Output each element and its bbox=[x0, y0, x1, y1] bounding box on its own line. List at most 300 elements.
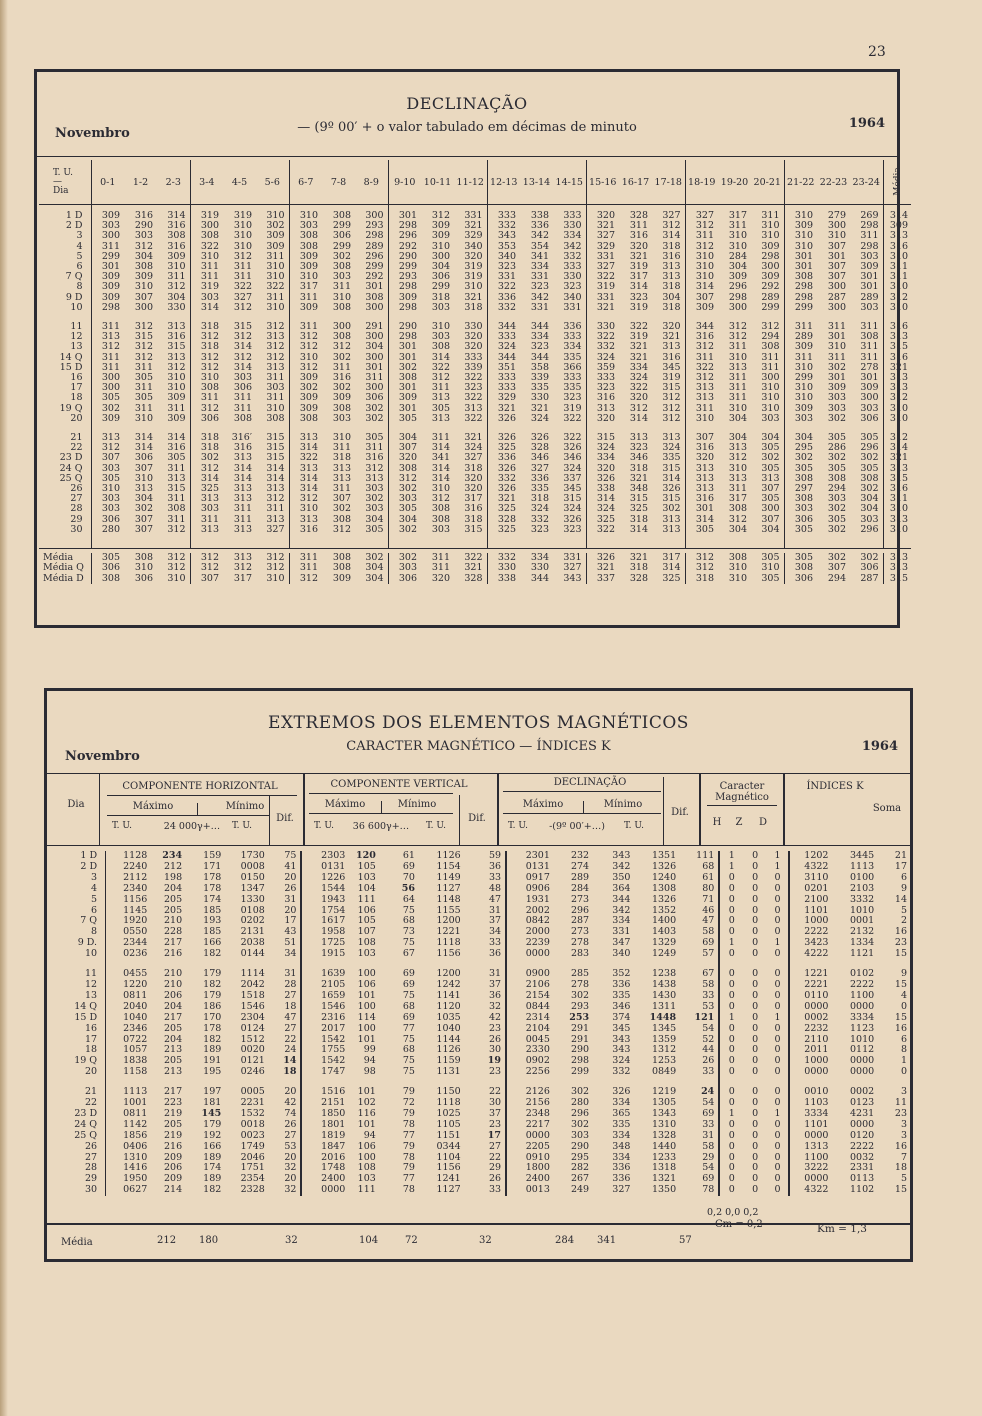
v-min: 79 bbox=[402, 1086, 415, 1098]
declination-value: 309 bbox=[299, 301, 318, 313]
declination-value: 314 bbox=[233, 341, 252, 353]
declination-value: 309 bbox=[299, 402, 318, 414]
d-min-tu: 1310 bbox=[651, 1118, 677, 1130]
declination-value: 312 bbox=[889, 392, 908, 404]
declination-value: 311 bbox=[794, 321, 813, 333]
declination-value: 307 bbox=[695, 291, 714, 303]
k-2: 2103 bbox=[849, 882, 875, 894]
d-max-tu: 2000 bbox=[525, 926, 550, 938]
declination-value: 334 bbox=[553, 231, 586, 241]
declination-value: 314 bbox=[695, 513, 714, 525]
v-min-tu: 1200 bbox=[436, 915, 461, 927]
declination-value: 300 bbox=[728, 301, 747, 313]
declination-value: 328 bbox=[497, 513, 516, 525]
declination-value: 298 bbox=[398, 281, 417, 293]
v-max-tu: 1617 bbox=[321, 915, 346, 927]
declination-value: 313 bbox=[355, 474, 388, 484]
declination-value: 320 bbox=[398, 452, 417, 464]
declination-value: 319 bbox=[629, 331, 648, 343]
h-max-tu: 0811 bbox=[123, 1107, 148, 1119]
d-max: 291 bbox=[570, 1033, 590, 1045]
d-min: 342 bbox=[612, 860, 631, 872]
k-soma: 5 bbox=[900, 1173, 907, 1185]
char-h: 0 bbox=[728, 1129, 735, 1141]
head-tu-dia bbox=[39, 160, 91, 205]
declination-value: 294 bbox=[751, 332, 784, 342]
declination-value: 311 bbox=[256, 293, 289, 303]
char-d: 1 bbox=[767, 1109, 789, 1120]
declination-value: 303 bbox=[101, 220, 120, 232]
declination-value: 301 bbox=[827, 250, 846, 262]
h-dif: 18 bbox=[269, 1067, 302, 1078]
declination-value: 316 bbox=[652, 353, 685, 363]
day: 14 Q bbox=[49, 1002, 106, 1013]
declination-value: 309 bbox=[398, 291, 417, 303]
declination-value: 311 bbox=[233, 513, 252, 525]
h-max-tu: 2344 bbox=[123, 937, 148, 949]
declination-value: 311 bbox=[233, 402, 252, 414]
declination-value: 308 bbox=[233, 412, 252, 424]
declination-value: 296 bbox=[850, 443, 883, 453]
declination-value: 323 bbox=[629, 442, 648, 454]
d-min: 334 bbox=[612, 1097, 631, 1109]
h-min-tu: 2046 bbox=[240, 1151, 265, 1163]
declination-value: 307 bbox=[751, 515, 784, 525]
d-min: 324 bbox=[612, 1055, 631, 1067]
v-max-tu: 1725 bbox=[321, 937, 346, 949]
declination-value: 303 bbox=[850, 515, 883, 525]
declination-value: 313 bbox=[889, 372, 908, 384]
declination-value: 366 bbox=[553, 363, 586, 373]
declination-value: 311 bbox=[134, 382, 153, 394]
declination-value: 304 bbox=[794, 432, 813, 444]
char-d: 0 bbox=[767, 1024, 789, 1035]
declination-value: 303 bbox=[794, 412, 813, 424]
h-max-tu: 1145 bbox=[123, 904, 148, 916]
declination-value: 307 bbox=[200, 572, 219, 584]
h-max: 228 bbox=[163, 926, 183, 938]
declination-value: 308 bbox=[332, 210, 351, 221]
declination-value: 309 bbox=[157, 393, 190, 403]
declination-value: 302 bbox=[332, 382, 351, 394]
declination-value: 310 bbox=[751, 221, 784, 231]
k-1: 2221 bbox=[804, 978, 829, 990]
declination-value: 338 bbox=[596, 483, 615, 495]
declination-value: 315 bbox=[233, 321, 252, 333]
declination-value: 329 bbox=[497, 392, 516, 404]
declination-value: 313 bbox=[454, 404, 487, 414]
declination-value: 315 bbox=[157, 342, 190, 352]
char-d: 1 bbox=[767, 938, 789, 949]
v-dif: 22 bbox=[465, 1153, 506, 1164]
char-z: 0 bbox=[752, 1086, 759, 1098]
char-d: 0 bbox=[767, 1163, 789, 1174]
v-min-tu: 1242 bbox=[436, 978, 461, 990]
day-label: Média D bbox=[39, 574, 91, 584]
char-h: 0 bbox=[728, 1022, 735, 1034]
v-max-tu: 0000 bbox=[321, 1184, 346, 1196]
declination-value: 326 bbox=[596, 472, 615, 484]
hour-header: 9-10 bbox=[388, 160, 421, 205]
v-min-tu: 1025 bbox=[436, 1107, 461, 1119]
k-soma: 3 bbox=[900, 1086, 907, 1098]
char-z: 0 bbox=[752, 1129, 759, 1141]
declination-hourly-table bbox=[39, 160, 911, 584]
d-min: 374 bbox=[612, 1011, 631, 1023]
char-d: 0 bbox=[767, 906, 789, 917]
declination-value: 314 bbox=[157, 211, 190, 221]
d-max: 287 bbox=[570, 915, 590, 927]
v-max-tu: 1639 bbox=[321, 968, 346, 980]
mean-row bbox=[39, 574, 911, 584]
declination-value: 314 bbox=[256, 474, 289, 484]
declination-value: 323 bbox=[530, 281, 549, 293]
declination-value: 333 bbox=[553, 262, 586, 272]
declination-value: 330 bbox=[553, 272, 586, 282]
head-col-head-tu: T. U. bbox=[53, 167, 74, 178]
declination-value: 312 bbox=[299, 493, 318, 505]
v-min: 68 bbox=[402, 1000, 415, 1012]
h-max: 213 bbox=[163, 1066, 183, 1078]
declination-value: 304 bbox=[431, 261, 450, 273]
v-max: 98 bbox=[363, 1066, 376, 1078]
declination-value: 316 bbox=[596, 392, 615, 404]
declination-value: 312 bbox=[299, 331, 318, 343]
h-max-tu: 2346 bbox=[123, 1022, 148, 1034]
v-max-tu: 1755 bbox=[321, 1044, 346, 1056]
declination-value: 304 bbox=[398, 432, 417, 444]
v-min-tu: 1127 bbox=[436, 882, 461, 894]
declination-value: 312 bbox=[233, 250, 252, 262]
h-dif: 27 bbox=[269, 1131, 302, 1142]
declination-value: 309 bbox=[101, 291, 120, 303]
declination-value: 316 bbox=[355, 453, 388, 463]
hour-header: 19-20 bbox=[718, 160, 751, 205]
declination-value: 322 bbox=[695, 361, 714, 373]
declination-value: 318 bbox=[454, 464, 487, 474]
h-dif: 20 bbox=[269, 906, 302, 917]
declination-value: 312 bbox=[728, 452, 747, 464]
declination-value: 310 bbox=[157, 373, 190, 383]
v-min: 73 bbox=[402, 926, 415, 938]
declination-value: 317 bbox=[233, 572, 252, 584]
v-min: 67 bbox=[402, 948, 415, 960]
declination-value: 306 bbox=[431, 271, 450, 283]
v-min-tu: 1141 bbox=[436, 989, 461, 1001]
declination-value: 313 bbox=[652, 272, 685, 282]
declination-value: 312 bbox=[728, 331, 747, 343]
k-1: 1202 bbox=[804, 850, 829, 861]
declination-value: 314 bbox=[134, 432, 153, 444]
declination-value: 310 bbox=[299, 351, 318, 363]
h-min-tu: 0108 bbox=[240, 904, 265, 916]
hour-header: 7-8 bbox=[322, 160, 355, 205]
day: 27 bbox=[49, 1153, 106, 1164]
k-soma: 1 bbox=[900, 1055, 907, 1067]
declination-value: 302 bbox=[827, 452, 846, 464]
day: 11 bbox=[49, 969, 106, 980]
v-dif: 31 bbox=[465, 906, 506, 917]
declination-value: 314 bbox=[431, 472, 450, 484]
h-min: 178 bbox=[203, 882, 222, 894]
head-soma: Soma bbox=[872, 803, 902, 814]
h-min: 179 bbox=[203, 968, 222, 980]
declination-value: 345 bbox=[652, 363, 685, 373]
h-dif: 32 bbox=[269, 1163, 302, 1174]
declination-value: 328 bbox=[629, 572, 648, 584]
k-soma: 0 bbox=[900, 1066, 907, 1078]
day: 15 D bbox=[49, 1013, 106, 1024]
declination-value: 303 bbox=[431, 331, 450, 343]
h-min-tu: 0246 bbox=[240, 1066, 265, 1078]
declination-value: 311 bbox=[101, 361, 120, 373]
declination-value: 303 bbox=[233, 372, 252, 384]
d-min-tu: 1351 bbox=[651, 850, 677, 861]
h-min: 181 bbox=[203, 1097, 222, 1109]
h-max-tu: 0722 bbox=[123, 1033, 148, 1045]
v-dif: 33 bbox=[465, 1185, 506, 1196]
v-max: 106 bbox=[357, 978, 376, 990]
declination-value: 305 bbox=[794, 552, 813, 564]
d-min: 348 bbox=[612, 1140, 631, 1152]
k-2: 1010 bbox=[849, 904, 875, 916]
v-min: 78 bbox=[402, 1184, 415, 1196]
declination-value: 311 bbox=[431, 552, 450, 564]
declination-value: 311 bbox=[695, 230, 714, 242]
d-min: 327 bbox=[612, 1184, 631, 1196]
declination-value: 309 bbox=[827, 382, 846, 394]
declination-value: 301 bbox=[850, 272, 883, 282]
k-2: 0032 bbox=[849, 1151, 875, 1163]
declination-value: 321 bbox=[629, 250, 648, 262]
declination-value: 308 bbox=[299, 230, 318, 242]
declination-value: 311 bbox=[256, 252, 289, 262]
h-min-tu: 2304 bbox=[240, 1011, 265, 1023]
v-min: 77 bbox=[402, 1173, 415, 1185]
v-min-tu: 1156 bbox=[436, 948, 461, 960]
declination-value: 312 bbox=[157, 363, 190, 373]
k-1: 1100 bbox=[804, 1151, 829, 1163]
declination-value: 322 bbox=[200, 240, 219, 252]
declination-value: 313 bbox=[233, 483, 252, 495]
declination-value: 287 bbox=[850, 574, 883, 584]
declination-value: 303 bbox=[751, 414, 784, 424]
declination-value: 312 bbox=[299, 361, 318, 373]
declination-value: 302 bbox=[332, 250, 351, 262]
declination-value: 334 bbox=[596, 452, 615, 464]
declination-value: 322 bbox=[497, 281, 516, 293]
declination-value: 311 bbox=[728, 341, 747, 353]
char-h: 1 bbox=[728, 860, 735, 872]
declination-value: 302 bbox=[200, 452, 219, 464]
declination-value: 302 bbox=[355, 553, 388, 563]
declination-value: 313 bbox=[695, 483, 714, 495]
declination-value: 310 bbox=[233, 230, 252, 242]
declination-value: 313 bbox=[728, 442, 747, 454]
declination-value: 303 bbox=[200, 291, 219, 303]
d-max-tu: 2002 bbox=[525, 904, 550, 916]
declination-value: 314 bbox=[233, 462, 252, 474]
d-max-tu: 0900 bbox=[525, 968, 550, 980]
declination-value: 321 bbox=[596, 301, 615, 313]
k-1: 1000 bbox=[804, 1055, 829, 1067]
h-dif: 47 bbox=[269, 1013, 302, 1024]
h-max: 210 bbox=[163, 968, 183, 980]
declination-value: 306 bbox=[134, 572, 153, 584]
declination-value: 304 bbox=[728, 412, 747, 424]
v-max-tu: 1542 bbox=[321, 1033, 346, 1045]
v-min: 77 bbox=[402, 1129, 415, 1141]
media-v-min: 72 bbox=[405, 1235, 418, 1246]
declination-value: 334 bbox=[553, 342, 586, 352]
declination-value: 314 bbox=[431, 442, 450, 454]
group-spacer bbox=[39, 535, 911, 549]
declination-value: 313 bbox=[233, 523, 252, 535]
h-max-tu: 1057 bbox=[123, 1044, 148, 1056]
declination-value: 310 bbox=[695, 250, 714, 262]
declination-value: 303 bbox=[299, 220, 318, 232]
declination-value: 305 bbox=[355, 433, 388, 443]
declination-value: 346 bbox=[629, 452, 648, 464]
declination-value: 300 bbox=[751, 262, 784, 272]
declination-value: 359 bbox=[596, 361, 615, 373]
h-min-tu: 0144 bbox=[240, 948, 265, 960]
h-min-tu: 0023 bbox=[240, 1129, 265, 1141]
declination-value: 319 bbox=[629, 261, 648, 273]
k-2: 1102 bbox=[849, 1184, 875, 1196]
declination-value: 335 bbox=[530, 483, 549, 495]
v-dif: 32 bbox=[465, 1002, 506, 1013]
declination-value: 330 bbox=[596, 321, 615, 333]
v-dif: 29 bbox=[465, 1163, 506, 1174]
declination-value: 332 bbox=[497, 301, 516, 313]
v-dif: 17 bbox=[465, 1131, 506, 1142]
d-min-tu: 1249 bbox=[651, 948, 677, 960]
d-dif: 47 bbox=[680, 916, 719, 927]
declination-value: 304 bbox=[850, 494, 883, 504]
declination-value: 310 bbox=[454, 282, 487, 292]
char-h: 0 bbox=[728, 978, 735, 990]
declination-value: 308 bbox=[355, 293, 388, 303]
v-max-tu: 1659 bbox=[321, 989, 346, 1001]
declination-value: 303 bbox=[431, 523, 450, 535]
d-max-tu: 2154 bbox=[525, 989, 550, 1001]
d-max: 284 bbox=[570, 882, 590, 894]
k-1: 2100 bbox=[804, 893, 829, 905]
v-min: 75 bbox=[402, 989, 415, 1001]
d-max: 283 bbox=[570, 948, 590, 960]
h-min: 192 bbox=[203, 1129, 222, 1141]
v-min-tu: 1131 bbox=[436, 1066, 461, 1078]
declination-value: 284 bbox=[728, 250, 747, 262]
declination-title: DECLINAÇÃO bbox=[406, 94, 528, 113]
declination-value: 304 bbox=[134, 250, 153, 262]
head-d-min: Mínimo bbox=[603, 799, 643, 810]
declination-value: 312 bbox=[629, 402, 648, 414]
declination-value: 290 bbox=[134, 220, 153, 232]
declination-value: 320 bbox=[596, 412, 615, 424]
declination-value: 312 bbox=[134, 321, 153, 333]
h-max-tu: 2340 bbox=[123, 882, 148, 894]
declination-value: 303 bbox=[101, 493, 120, 505]
declination-value: 311 bbox=[200, 392, 219, 404]
char-h: 1 bbox=[728, 850, 735, 861]
declination-value: 298 bbox=[794, 291, 813, 303]
v-max-tu: 2316 bbox=[321, 1011, 346, 1023]
magnetic-extremes-table-frame bbox=[44, 688, 913, 1262]
d-dif: 58 bbox=[680, 1142, 719, 1153]
v-max: 103 bbox=[357, 948, 376, 960]
day-label: 28 bbox=[39, 504, 91, 514]
declination-value: 299 bbox=[751, 303, 784, 313]
h-min: 166 bbox=[203, 1140, 222, 1152]
d-max-tu: 0013 bbox=[525, 1184, 550, 1196]
v-min-tu: 1149 bbox=[436, 871, 461, 883]
declination-value: 312 bbox=[256, 563, 289, 573]
declination-value: 305 bbox=[827, 462, 846, 474]
declination-value: 305 bbox=[398, 503, 417, 515]
d-min: 334 bbox=[612, 1129, 631, 1141]
declination-value: 310 bbox=[431, 240, 450, 252]
char-z: 0 bbox=[752, 1151, 759, 1163]
day-label: 17 bbox=[39, 383, 91, 393]
head-d-tu: T. U. bbox=[507, 821, 529, 831]
declination-value: 304 bbox=[751, 525, 784, 535]
h-min-tu: 2231 bbox=[240, 1097, 265, 1109]
declination-value: 307 bbox=[134, 291, 153, 303]
v-max-tu: 2105 bbox=[321, 978, 346, 990]
declination-value: 335 bbox=[553, 383, 586, 393]
hour-header: 2-3 bbox=[157, 160, 190, 205]
h-min: 189 bbox=[203, 1173, 222, 1185]
declination-value: 332 bbox=[497, 220, 516, 232]
declination-value: 306 bbox=[850, 414, 883, 424]
d-min-tu: 1219 bbox=[651, 1086, 677, 1098]
d-max: 280 bbox=[570, 1097, 590, 1109]
k-1: 2222 bbox=[804, 926, 829, 938]
hour-header: 11-12 bbox=[454, 160, 487, 205]
declination-value: 324 bbox=[596, 351, 615, 363]
declination-value: 325 bbox=[629, 503, 648, 515]
declination-value: 318 bbox=[652, 303, 685, 313]
declination-value: 316 bbox=[695, 331, 714, 343]
declination-value: 311 bbox=[827, 351, 846, 363]
h-max-tu: 0236 bbox=[123, 948, 148, 960]
head-h-tu-2: T. U. bbox=[231, 821, 253, 831]
declination-value: 328 bbox=[454, 574, 487, 584]
declination-value: 342 bbox=[553, 242, 586, 252]
v-min-tu: 1104 bbox=[436, 1151, 461, 1163]
d-max: 289 bbox=[570, 871, 590, 883]
declination-value: 293 bbox=[398, 271, 417, 283]
head-v-min: Mínimo bbox=[397, 799, 437, 810]
declination-value: 312 bbox=[398, 472, 417, 484]
declination-value: 303 bbox=[398, 493, 417, 505]
d-dif: 54 bbox=[680, 1024, 719, 1035]
v-min: 79 bbox=[402, 1162, 415, 1174]
k-1: 1101 bbox=[804, 904, 829, 916]
h-max-tu: 2040 bbox=[123, 1000, 148, 1012]
declination-value: 321 bbox=[629, 472, 648, 484]
declination-value: 305 bbox=[827, 432, 846, 444]
h-max: 212 bbox=[163, 860, 183, 872]
v-max: 94 bbox=[363, 1055, 376, 1067]
declination-value: 300 bbox=[827, 220, 846, 232]
declination-value: 310 bbox=[256, 272, 289, 282]
table-row bbox=[49, 1013, 911, 1024]
declination-value: 321 bbox=[652, 332, 685, 342]
declination-value: 311 bbox=[332, 281, 351, 293]
